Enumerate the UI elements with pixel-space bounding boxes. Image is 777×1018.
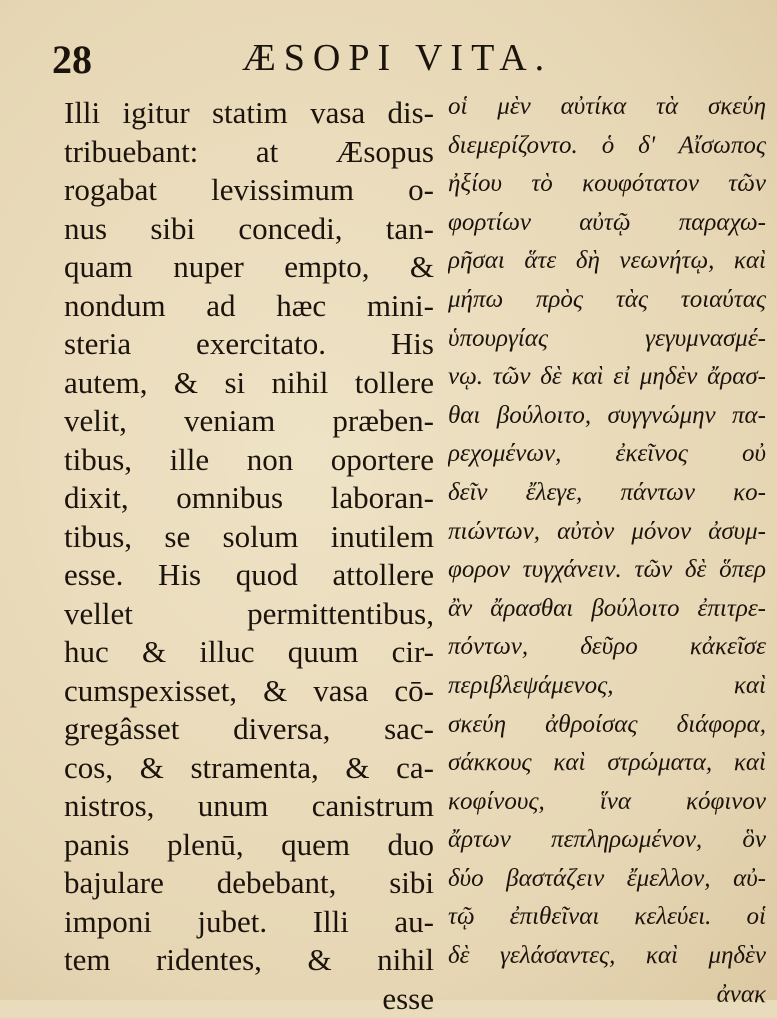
greek-line: δεῖν ἔλεγε, πάντων κο- — [448, 474, 766, 513]
latin-line: tibus, se solum inutilem — [64, 518, 434, 557]
latin-line: huc & illuc quum cir- — [64, 633, 434, 672]
latin-line: Illi igitur statim vasa dis- — [64, 94, 434, 133]
greek-line: φορτίων αὐτῷ παραχω- — [448, 204, 766, 243]
latin-line: gregâsset diversa, sac- — [64, 710, 434, 749]
greek-line: ὑπουργίας γεγυμνασμέ- — [448, 320, 766, 359]
latin-line: nondum ad hæc mini- — [64, 287, 434, 326]
latin-line: esse. His quod attollere — [64, 556, 434, 595]
greek-line: νῳ. τῶν δὲ καὶ εἰ μηδὲν ἄρασ- — [448, 358, 766, 397]
greek-column — [448, 88, 766, 1014]
greek-line: πόντων, δεῦρο κἀκεῖσε — [448, 628, 766, 667]
latin-line: tibus, ille non oportere — [64, 441, 434, 480]
latin-line: imponi jubet. Illi au- — [64, 903, 434, 942]
greek-line: φορον τυγχάνειν. τῶν δὲ ὅπερ — [448, 551, 766, 590]
greek-line: ἂν ἄρασθαι βούλοιτο ἐπιτρε- — [448, 590, 766, 629]
latin-line: bajulare debebant, sibi — [64, 864, 434, 903]
greek-line: ρῆσαι ἅτε δὴ νεωνήτῳ, καὶ — [448, 242, 766, 281]
latin-line: tribuebant: at Æsopus — [64, 133, 434, 172]
latin-line: vellet permittentibus, — [64, 595, 434, 634]
latin-line: nistros, unum canistrum — [64, 787, 434, 826]
greek-line: σκεύη ἀθροίσας διάφορα, — [448, 706, 766, 745]
greek-line: πιώντων, αὐτὸν μόνον ἀσυμ- — [448, 513, 766, 552]
latin-line: steria exercitato. His — [64, 325, 434, 364]
greek-line: τῷ ἐπιθεῖναι κελεύει. οἱ — [448, 898, 766, 937]
greek-line: διεμερίζοντο. ὁ δ' Αἴσωπος — [448, 127, 766, 166]
latin-line: rogabat levissimum o- — [64, 171, 434, 210]
latin-catchword: esse — [64, 980, 434, 1018]
greek-line: ἄρτων πεπληρωμένον, ὃν — [448, 821, 766, 860]
latin-column — [64, 94, 434, 1018]
greek-line: σάκκους καὶ στρώματα, καὶ — [448, 744, 766, 783]
greek-line: δὲ γελάσαντες, καὶ μηδὲν — [448, 937, 766, 976]
latin-line: cumspexisset, & vasa cō- — [64, 672, 434, 711]
latin-line: panis plenū, quem duo — [64, 826, 434, 865]
greek-line: ἠξίου τὸ κουφότατον τῶν — [448, 165, 766, 204]
greek-line: θαι βούλοιτο, συγγνώμην πα- — [448, 397, 766, 436]
latin-line: autem, & si nihil tollere — [64, 364, 434, 403]
page-header — [0, 28, 777, 88]
running-head: ÆSOPI VITA. — [242, 36, 552, 80]
greek-line: ρεχομένων, ἐκεῖνος οὐ — [448, 435, 766, 474]
greek-catchword: ἀνακ — [448, 976, 766, 1015]
greek-line: μήπω πρὸς τὰς τοιαύτας — [448, 281, 766, 320]
latin-line: nus sibi concedi, tan- — [64, 210, 434, 249]
latin-line: tem ridentes, & nihil — [64, 941, 434, 980]
latin-line: quam nuper empto, & — [64, 248, 434, 287]
greek-line: κοφίνους, ἵνα κόφινον — [448, 783, 766, 822]
greek-line: περιβλεψάμενος, καὶ — [448, 667, 766, 706]
greek-line: δύο βαστάζειν ἔμελλον, αὐ- — [448, 860, 766, 899]
latin-line: dixit, omnibus laboran- — [64, 479, 434, 518]
greek-line: οἱ μὲν αὐτίκα τὰ σκεύη — [448, 88, 766, 127]
latin-line: cos, & stramenta, & ca- — [64, 749, 434, 788]
latin-line: velit, veniam præben- — [64, 402, 434, 441]
page-number: 28 — [52, 36, 92, 83]
